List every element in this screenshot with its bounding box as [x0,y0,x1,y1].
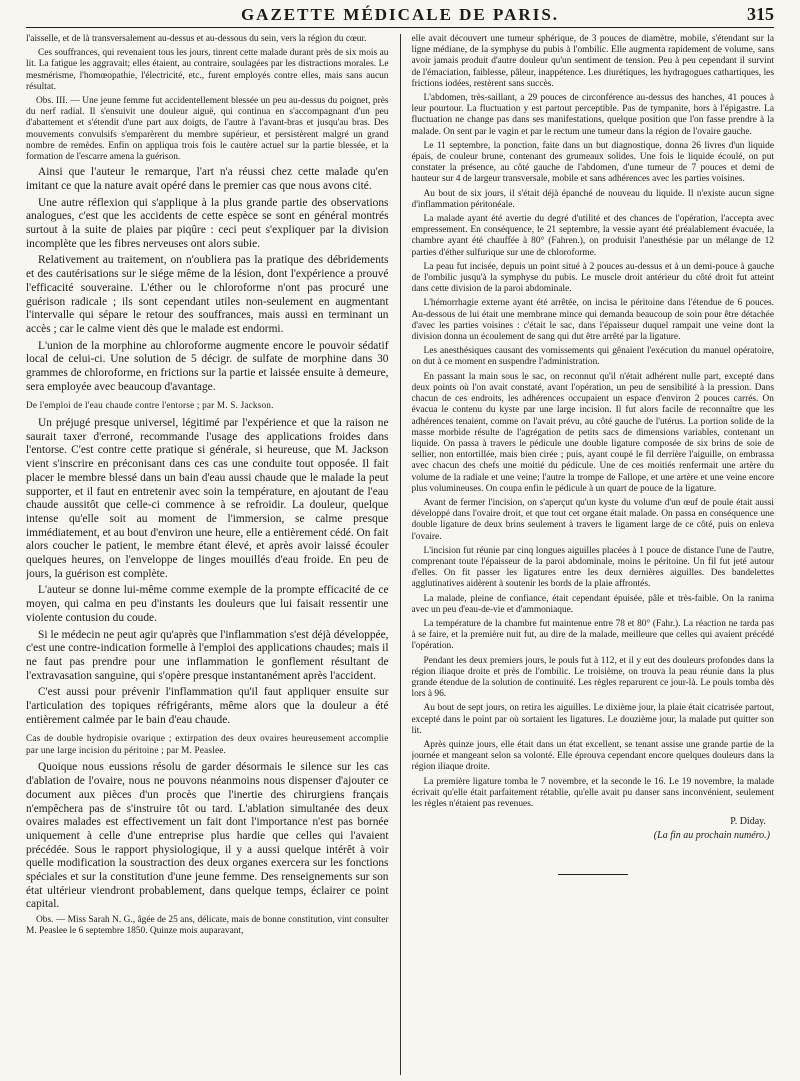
paragraph: L'incision fut réunie par cinq longues aiguilles placées à 1 pouce de distance l'une de l'autre, comprenant toute l'épaisseur de la paroi abdominale, moins le péritoine. Un fil fut jeté autour d'elles. On fit passer les ligatures entre les deux dernières aiguilles. Des bandelettes agglutinatives aidèrent à soutenir les bords de la plaie affrontés. [411,545,774,590]
journal-title: GAZETTE MÉDICALE DE PARIS. [240,5,560,24]
section-heading: De l'emploi de l'eau chaude contre l'entorse ; par M. S. Jackson. [26,400,274,411]
paragraph: Ces souffrances, qui revenaient tous les jours, tinrent cette malade durant près de six mois au lit. La fatigue les aggravait; elles étaient, au contraire, soulagées par les distractions morales. Le mesmérisme, l'homœopathie, l'électricité, etc., furent employés contre elles, mais sans aucun résultat. [26,48,389,92]
paragraph: Au bout de six jours, il s'était déjà épanché de nouveau du liquide. Il n'existe aucun signe d'inflammation péritonéale. [411,188,774,210]
paragraph: L'abdomen, très-saillant, a 29 pouces de circonférence au-dessus des hanches, 41 pouces à leur pourtour. La fluctuation y est partout perceptible. Pas de tympanite, hors à l'épigastre. La fluctuation ne change pas dans ses manifestations, quelque position que l'on fasse prendre à la malade. On sent par le vagin et par le rectum une tumeur dans la région de l'ovaire gauche. [411,93,774,137]
paragraph: En passant la main sous le sac, on reconnut qu'il n'était adhérent nulle part, excepté dans deux points où l'on avait constaté, avant l'opération, un peu de sensibilité à la pression. Dans chacun de ces endroits, les adhérences occupaient un espace d'environ 2 pouces carrés. On évacua le contenu du kyste par une large incision. Il fut alors facile de reconnaître que les adhérences tenaient, comme on l'avait prévu, au côté gauche de l'utérus. La portion solide de la masse morbide résulte de l'agrégation de petits sacs de dimensions variables, contenant un liquide. On passa à travers le pédicule une double ligature composée de six brins de soie de sellier, non entortillée, mais bien cirée ; puis, ayant coupé le fil derrière l'aiguille, on embrassa avec chacun des chefs une moitié du pédicule. Une de ces moitiés renfermait une artère du volume de la radiale et une veine; l'autre la trompe de Fallope, et une artère et une veine encore plus volumineuses. On coupa enfin le pédicule à un quart de pouce de la ligature. [411,371,774,494]
paragraph: La température de la chambre fut maintenue entre 78 et 80° (Fahr.). La réaction ne tarda pas à se faire, et la première nuit fut, au dire de la malade, meilleure que celles qui avaient précédé l'opération. [411,618,774,652]
right-column [412,34,775,1075]
article-columns [26,34,774,1075]
end-rule [558,874,628,875]
paragraph: Le 11 septembre, la ponction, faite dans un but diagnostique, donna 26 livres d'un liquide épais, de couleur brune, contenant des grumeaux solides. Une fois le liquide écoulé, on put constater la présence, au côté gauche de l'abdomen, d'une tumeur de 7 pouces et demi de hauteur sur 4 de largeur transversale, mobile et sans adhérences avec les parties voisines. [411,140,774,185]
paragraph: Une autre réflexion qui s'applique à la plus grande partie des observations analogues, c'est que les accidents de cette espèce se sont en général montrés surtout à la suite de plaies par piqûre : ceci peut s'expliquer par la division incomplète que les fibres nerveuses ont alors subie. [26,196,389,250]
paragraph: L'hémorrhagie externe ayant été arrêtée, on incisa le péritoine dans l'étendue de 6 pouces. Au-dessous de lui était une membrane mince qui demanda beaucoup de soin pour être détachée d'avec les parties voisines : c'était le sac, dans l'épaisseur duquel rampait une veine dont la division donna un écoulement de sang qui dut être arrêté par la ligature. [411,298,774,343]
paragraph: Ainsi que l'auteur le remarque, l'art n'a réussi chez cette malade qu'en imitant ce que la nature avait opéré dans le premier cas que nous avons cité. [26,166,389,192]
paragraph: Si le médecin ne peut agir qu'après que l'inflammation s'est déjà développée, c'est une contre-indication formelle à l'emploi des applications chaudes; mais il ne faut pas prendre pour une inflammation le gonflement résultant de l'extravasation sanguine, qui s'opère presque instantanément après l'accident. [26,628,389,682]
observation-paragraph: Obs. III. — Une jeune femme fut accidentellement blessée un peu au-dessus du poignet, près du nerf radial. Il s'ensuivit une douleur aiguë, qui continua en s'accompagnant d'un peu d'abattement et s'étendit d'une part aux doigts, de l'autre à l'avant-bras et jusqu'au bras. Des mouvements convulsifs s'emparèrent du membre supérieur, et persistèrent malgré un grand nombre de remèdes. Enfin on appliqua trois fois le cautère actuel sur la partie blessée, et la formation de l'escarre amena la guérison. [26,96,389,163]
paragraph: Quoique nous eussions résolu de garder désormais le silence sur les cas d'ablation de l'ovaire, nous ne pouvons néanmoins nous dispenser d'ajouter ce document aux pièces d'un procès que l'inertie des chirurgiens français n'empêchera pas de s'instruire tôt ou tard. L'ablation simultanée des deux ovaires malades est effectivement un fait dont l'importance n'est pas bornée uniquement à celle d'une entreprise plus hardie que celles qui l'avaient précédée. Sous le rapport physiologique, il y a aussi quelque intérêt à voir quelle modification la soustraction des deux organes exercera sur les fonctions spéciales et sur la constitution d'une jeune femme. Des renseignements sur son état ultérieur viendront probablement, dans quelque temps, éclairer ce point capital. [26,761,389,911]
page-header [26,0,774,26]
header-rule [26,27,774,28]
author-signature: P. Diday. [730,816,766,828]
paragraph: Relativement au traitement, on n'oubliera pas la pratique des débridements et des cautérisations sur le siége même de la lésion, dont l'expérience a prouvé l'efficacité souveraine. L'éther ou le chloroforme n'ont pas procuré une guérison radicale ; ils sont cependant utiles non-seulement en augmentant l'intervalle qui sépare le retour des souffrances, mais aussi en terminant un accès ; car le calme vient dès que le malade est endormi. [26,254,389,335]
paragraph: l'aisselle, et de là transversalement au-dessus et au-dessous du sein, vers la région du cœur. [26,34,367,44]
paragraph: La peau fut incisée, depuis un point situé à 2 pouces au-dessus et à un demi-pouce à gauche de l'ombilic jusqu'à la symphyse du pubis. Le muscle droit antérieur du côté droit fut atteint dans cette division de la paroi abdominale. [411,261,774,295]
paragraph: La malade, pleine de confiance, était cependant épuisée, pâle et très-faible. On la ranima avec un peu d'eau-de-vie et d'ammoniaque. [411,593,774,615]
section-heading: Cas de double hydropisie ovarique ; extirpation des deux ovaires heureusement accomplie par une large incision du péritoine ; par M. Peaslee. [26,733,389,755]
paragraph: Au bout de sept jours, on retira les aiguilles. Le dixième jour, la plaie était cicatrisée partout, excepté dans le point par où sortaient les ligatures. Le douzième jour, la malade put quitter son lit. [411,703,774,736]
paragraph: La malade ayant été avertie du degré d'utilité et des chances de l'opération, l'accepta avec empressement. En conséquence, le 21 septembre, la vessie ayant été préalablement évacuée, la chambre ayant été chauffée à 80° (Fahren.), on produisit l'anesthésie par un mélange de 12 parties d'éther sulfurique sur une de chloroforme. [411,214,774,258]
paragraph: L'auteur se donne lui-même comme exemple de la prompte efficacité de ce moyen, qui calma en peu d'instants les douleurs que lui faisait ressentir une violente contusion du coude. [26,584,389,624]
paragraph: Les anesthésiques causant des vomissements qui gênaient l'exécution du manuel opératoire, on dut à ce moment en suspendre l'administration. [411,346,774,368]
paragraph: Un préjugé presque universel, légitimé par l'expérience et que la raison ne saurait taxer d'erroné, recommande l'usage des applications froides dans l'entorse. C'est contre cette pratique si générale, si heureuse, que M. Jackson vient s'inscrire en préconisant dans ces cas une conduite tout opposée. Il fait placer le membre blessé dans un bain d'eau aussi chaude que le malade la peut supporter, et il faut en entretenir avec soin la température, en ajoutant de l'eau chaude aussitôt que celle-ci commence à se refroidir. La douleur, quelque intense qu'elle soit au moment de l'immersion, se calme presque immédiatement, et au bout d'environ une heure, elle a entièrement cédé. On fait alors coucher le patient, le membre étant élevé, et après avoir laissé écouler quelques heures, on l'enveloppe de linges mouillés d'eau froide. En peu de jours, la guérison est complète. [26,416,389,580]
column-divider [400,34,401,1075]
paragraph: C'est aussi pour prévenir l'inflammation qu'il faut appliquer ensuite sur l'articulation des topiques réfrigérants, même alors que la douleur a été entièrement calmée par le bain d'eau chaude. [26,686,389,726]
paragraph: L'union de la morphine au chloroforme augmente encore le pouvoir sédatif local de celui-ci. Une solution de 5 décigr. de sulfate de morphine dans 30 grammes de chloroforme, en frictions sur la partie et laissée ensuite à demeure, sera employée avec beaucoup d'avantage. [26,339,389,393]
page-number: 315 [747,4,774,24]
paragraph: La première ligature tomba le 7 novembre, et la seconde le 16. Le 19 novembre, la malade écrivait qu'elle était parfaitement rétablie, qu'elle avait pu danser sans inconvénient, seulement les règles n'étaient pas revenues. [411,776,774,809]
continued-note: (La fin au prochain numéro.) [653,830,770,842]
paragraph: Après quinze jours, elle était dans un état excellent, se tenant assise une grande partie de la journée et mangeant selon sa volonté. Elle éprouva cependant encore quelques douleurs dans la région iliaque droite. [411,739,774,773]
paragraph: Avant de fermer l'incision, on s'aperçut qu'un kyste du volume d'un œuf de poule était aussi développé dans l'ovaire droit, et que tout cet organe était malade. On passa en conséquence une double ligature de deux brins seulement à travers le ligament large de ce côté, puis on enleva l'ovaire. [411,497,774,542]
left-column [26,34,389,1075]
observation-paragraph: Obs. — Miss Sarah N. G., âgée de 25 ans, délicate, mais de bonne constitution, vint consulter M. Peaslee le 6 septembre 1850. Quinze mois auparavant, [26,915,389,937]
paragraph: elle avait découvert une tumeur sphérique, de 3 pouces de diamètre, mobile, s'étendant sur la ligne médiane, de la symphyse du pubis à l'ombilic. Elle augmenta rapidement de volume, sans avoir jamais produit d'autre douleur qu'un sentiment de tension. Peu à peu cependant il survint de l'émaciation, faiblesse, pâleur, inappétence. Les diurétiques, les hydragogues cathartiques, les frictions iodées, restèrent sans succès. [411,34,774,89]
paragraph: Pendant les deux premiers jours, le pouls fut à 112, et il y eut des douleurs profondes dans la région iliaque droite et près de l'ombilic. Le troisième, on trouva la peau réunie dans la plus grande étendue de la solution de continuité. Les règles reparurent ce jour-là. Le pouls tomba dès lors à 96. [411,655,774,700]
